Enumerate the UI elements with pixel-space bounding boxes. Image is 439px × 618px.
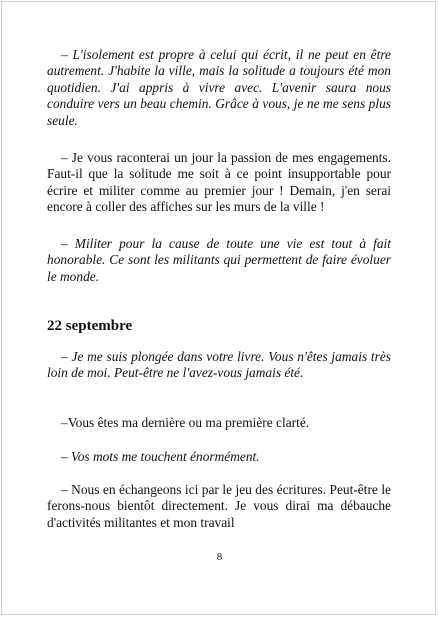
paragraph-mots: – Vos mots me touchent énormément. <box>61 449 260 464</box>
paragraph-livre: – Je me suis plongée dans votre livre. Vous n'êtes jamais très loin de moi. Peut-être ne l'avez-vous jamais été. <box>47 349 391 381</box>
page-number: 8 <box>216 551 223 563</box>
paragraph-clarte: –Vous êtes ma dernière ou ma première clarté. <box>61 415 310 430</box>
paragraph-echanges: – Nous en échangeons ici par le jeu des écritures. Peut-être le ferons-nous bientôt directement. Je vous dirai ma débauche d'activités militantes et mon travail <box>47 482 391 530</box>
paragraph-engagements: – Je vous raconterai un jour la passion de mes engagements. Faut-il que la solitude me soit à ce point insupportable pour écrire et militer comme au premier jour ! Demain, j'en serai encore à coller des affiches sur les murs de la ville ! <box>47 150 391 215</box>
paragraph-militer: – Militer pour la cause de toute une vie est tout à fait honorable. Ce sont les militants qui permettent de faire évoluer le monde. <box>47 236 391 284</box>
paragraph-isolement: – L'isolement est propre à celui qui écrit, il ne peut en être autrement. J'habite la ville, mais la solitude a toujours été mon quotidien. J'ai appris à vivre avec. L'avenir saura nous conduire vers un beau chemin. Grâce à vous, je ne me sens plus seule. <box>47 47 391 128</box>
section-heading: 22 septembre <box>47 318 133 334</box>
